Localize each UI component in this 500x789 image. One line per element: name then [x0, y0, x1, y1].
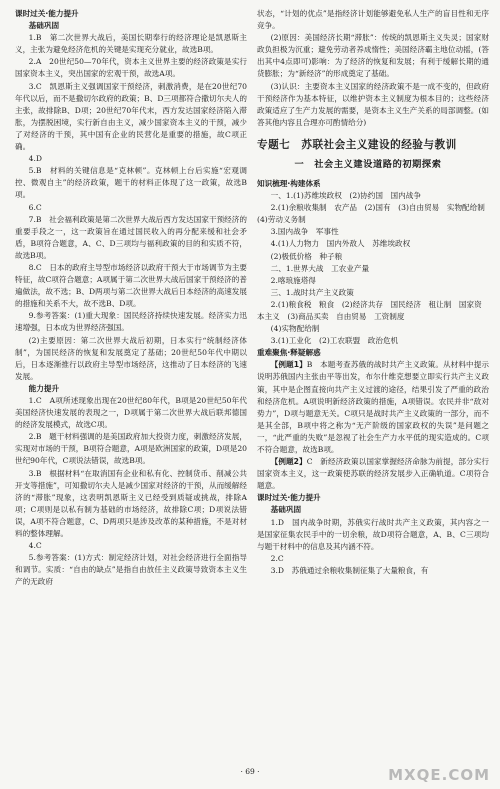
answer-5-part-2: (2)原因：美国经济长期“滞胀”：传统的凯恩斯主义失灵；国家财政负担极为沉重；避免劳动者养成惰性；美国经济霸主地位动摇，(答出其中4点即可)影响：为了经济的恢复和发展；有利于缓解长期的通货膨胀；为“新经济”的形成奠定了基础。 — [257, 33, 489, 79]
knowledge-line-4: 4.(1)人力物力 国内外敌人 苏维埃政权 — [270, 239, 411, 249]
example-1-text: 本题考查苏俄的战时共产主义政策。从材料中提示说明苏俄国内主张由平等出发，布尔什维克想要立即实行共产主义政策，其中是企图直接向共产主义过渡的途径，结果引发了严重的政治和经济危机。A项说明新经济政策的措施，A项错误。农民并非“敌对势力”，D项与题意无关。C项只是战时共产主义政策的一部分，而不是其全部，B项中将之称为“无产阶级的国家政权的失误”是问题之一，“此严重的失败”是忽视了社会生产力水平低的现实造成的。C项不符合题意，故选B项。 — [257, 360, 489, 454]
lesson-heading: 课时过关·能力提升 — [15, 9, 79, 18]
example-2 — [257, 456, 489, 492]
knowledge-line-3: 3.国内战争 军事性 — [270, 227, 339, 237]
practice-answer-3: 3.D 苏俄通过余粮收集制征集了大量粮食，有 — [270, 565, 429, 575]
practice-heading: 课时过关·能力提升 — [257, 493, 321, 503]
section-name: 社会主义建设道路的初期探索 — [314, 158, 442, 170]
practice-answer-2: 2.C — [270, 553, 284, 563]
topic-title: 专题七 苏联社会主义建设的经验与教训 — [257, 138, 457, 151]
answer-9-part-2: (2)主要原因：第二次世界大战后初期，日本实行“统制经济体制”，为国民经济的恢复和发展奠定了基础；20世纪50年代中期以后，日本逐渐推行以政府主导型市场经济，这推动了日本经济的飞速发展。 — [15, 335, 247, 381]
page-number: · 69 · — [240, 767, 260, 776]
section-title — [257, 158, 489, 172]
knowledge-line-7: 2.喀琅施塔得 — [270, 275, 316, 285]
improve-answer-1: 1.C A项所述现象出现在20世纪80年代，B项是20世纪50年代美国经济快速发展的表现之一，D项属于第二次世界大战后联邦德国的经济发展模式，故选C项。 — [15, 396, 247, 430]
answer-3: 3.C 凯恩斯主义强调国家干预经济，刺激消费，是在20世纪70年代以后，而不是撒切尔政府的政策；B、D三项都符合撒切尔夫人的主张，故排除B、D项；20世纪70年代末，西方发达国家经济陷入滞胀，为摆脱困境，实行新自由主义，减少国家资本主义的干预，减少了对经济的干预，其中国有企业的民营化是重要的措施，故C项正确。 — [15, 81, 247, 152]
practice-basic-heading: 基础巩固 — [270, 505, 302, 515]
answer-4: 4.D — [28, 154, 43, 164]
improve-heading: 能力提升 — [28, 383, 60, 393]
answer-5: 5.B 材料的关键信息是“克林顿”。克林顿上台后实施“宏观调控、微观自主”的经济政策，题干的材料正体现了这一政策，故选B项。 — [15, 166, 247, 200]
knowledge-line-9: 2.(1)粮食税 粮食 (2)经济共存 国民经济 租让制 国家资本主义 (3)商品买卖 自由贸易 工资制度 — [257, 299, 482, 321]
answer-8: 8.C 日本的政府主导型市场经济以政府干预大于市场调节为主要特征，故C项符合题意；A项属于第二次世界大战后国家干预经济的普遍做法，故不选；B、D两项与第二次世界大战后日本经济的高速发展的措施和关系不大，故不选B、D项。 — [15, 262, 247, 309]
example-2-label: 【例题2】 — [270, 457, 307, 467]
left-column — [15, 8, 247, 589]
knowledge-line-8: 三、1.战时共产主义政策 — [270, 287, 354, 297]
improve-answer-5: 5.参考答案：(1)方式：制定经济计划，对社会经济进行全面指导和调节。实质：“自由的缺点”是指自由放任主义政策导致资本主义生产的无政府 — [15, 553, 247, 587]
improve-answer-4: 4.C — [28, 541, 42, 551]
answer-9: 9.参考答案：(1)重大现象：国民经济持续快速发展。经济实力迅速增强，日本成为世界经济强国。 — [15, 311, 247, 333]
knowledge-heading: 知识梳理·构建体系 — [257, 178, 321, 188]
improve-answer-3: 3.B 根据材料“在取消国有企业和私有化、控制货币、削减公共开支等措施”，可知撒切尔夫人是减少国家对经济的干预，从而缓解经济的“滞胀”现象，这表明凯恩斯主义已经受到质疑或挑战，排除A项；C项则是以私有制为基础的市场经济，故排除C项；D项说法错误，A项不符合题意，C、D两项只是涉及改革的某种措施，不是对材料的整体理解。 — [15, 468, 247, 539]
right-column — [257, 8, 493, 577]
practice-answer-1: 1.D 国内战争时期，苏俄实行战时共产主义政策，其内容之一是国家征集农民手中的一切余粮，故D项符合题意，A、B、C三项均与题干材料中的信息及其内涵不符。 — [257, 517, 489, 551]
continued-text: 状态，“计划的优点”是指经济计划能够避免私人生产的盲目性和无序竞争。 — [257, 9, 489, 31]
improve-answer-2: 2.B 题干材料强调的是美国政府加大投资力度，刺激经济发展，实现对市场的干预，B项符合题意，A项是欧洲国家的政策，D项是20世纪90年代，C项说法错误，故选B项。 — [15, 432, 247, 466]
knowledge-line-5: (2)极低价格 种子粮 — [270, 251, 343, 261]
answer-1: 1.B 第二次世界大战后，美国长期奉行的经济理论是凯恩斯主义，主张为避免经济危机的关键是实现充分就业，故选B项。 — [15, 33, 247, 55]
knowledge-line-6: 二、1.世界大战 工农业产量 — [270, 263, 370, 273]
basic-heading: 基础巩固 — [28, 21, 60, 31]
section-number: 一 — [294, 158, 305, 170]
answer-6: 6.C — [28, 202, 42, 212]
knowledge-line-2: 2.(1)余粮收集制 农产品 (2)国有 (3)自由贸易 实物配给制 (4)劳动义务制 — [257, 203, 493, 225]
example-2-text: 新经济政策以国家掌握经济命脉为前提，部分实行国家资本主义，这一政策使苏联的经济发展步入正确轨道。C项符合题意。 — [257, 457, 489, 491]
answer-2: 2.A 20世纪50—70年代，资本主义世界主要的经济政策是实行国家资本主义，突出国家的宏观干预，故选A项。 — [15, 57, 247, 79]
answer-5-part-3: (3)认识：主要资本主义国家的经济政策不是一成不变的，但政府干预经济作为基本特征，以维护资本主义制度为根本目的；这些经济政策适应了生产力发展的需要，是资本主义生产关系的局部调整。(如答其他内容且合理亦可酌情给分) — [257, 81, 489, 127]
answer-7: 7.B 社会福利政策是第二次世界大战后西方发达国家干预经济的重要手段之一，这一政策旨在通过国民收入的再分配来缓和社会矛盾，B项符合题意，A、C、D三项均与福利政策的目的和实质不符，故选B项。 — [15, 214, 247, 260]
watermark-logo: MXQE.COM — [388, 765, 490, 784]
knowledge-line-1: 一、1.(1)苏维埃政权 (2)协约国 国内战争 — [270, 191, 421, 201]
example-1-answer: B — [306, 360, 313, 370]
focus-heading: 重难聚焦·释疑解惑 — [257, 348, 321, 358]
knowledge-line-10: (4)实物配给制 — [270, 324, 320, 334]
example-1-label: 【例题1】 — [270, 360, 307, 370]
example-1 — [257, 359, 489, 456]
example-2-answer: C — [306, 457, 313, 467]
knowledge-line-11: 3.(1)工业化 (2)工农联盟 政治危机 — [270, 336, 399, 346]
